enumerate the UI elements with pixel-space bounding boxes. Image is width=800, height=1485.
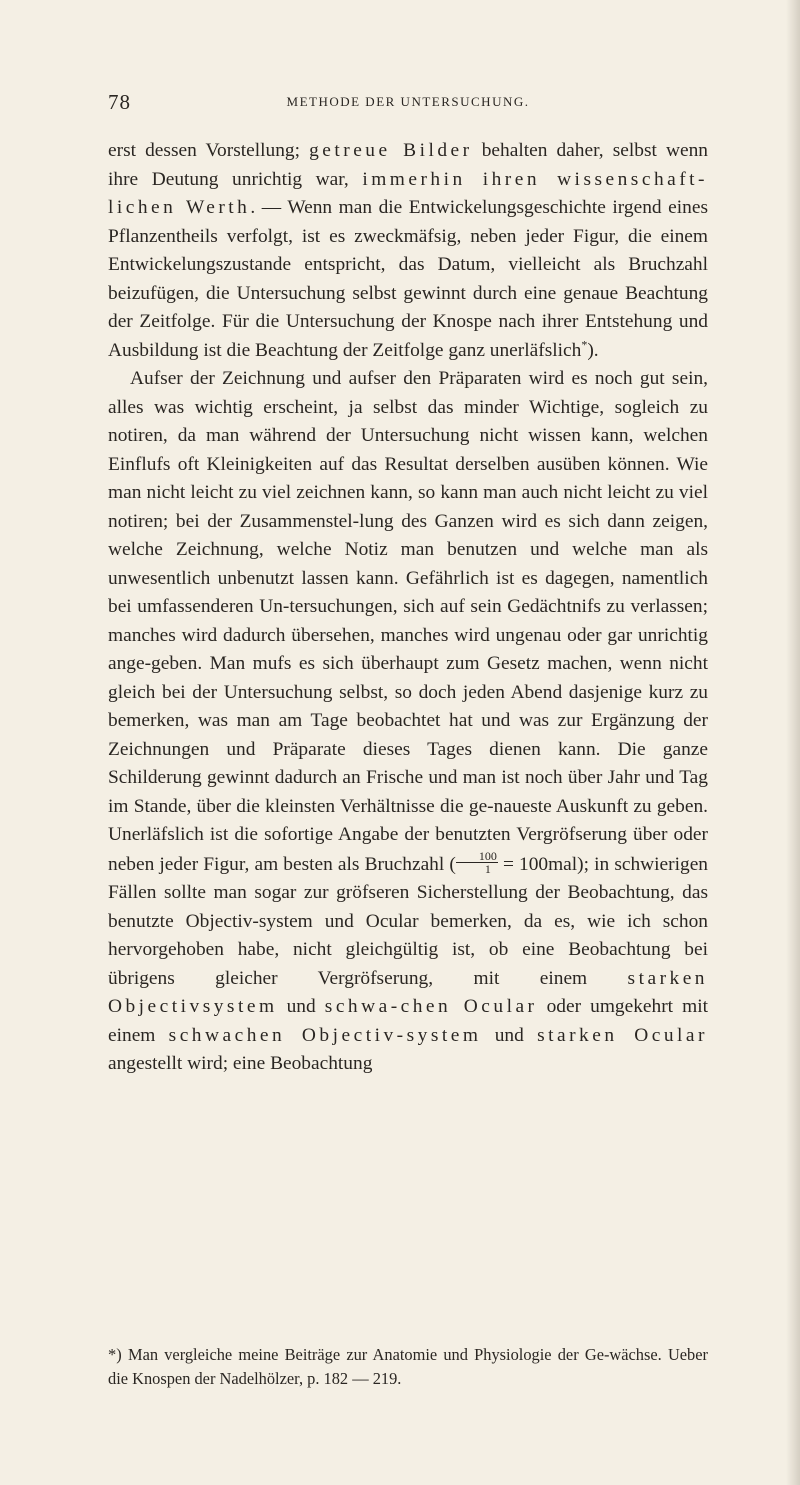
text-run: erst dessen Vorstellung; — [108, 140, 310, 161]
body-text — [108, 137, 708, 1079]
spaced-emphasis: starken Ocular — [537, 1024, 708, 1046]
text-run: ). — [587, 339, 599, 361]
spaced-emphasis: immerhin ihren wissenschaft-lichen Werth — [108, 168, 709, 218]
text-run: . — Wenn man die Entwickelungsgeschichte irgend eines Pflanzentheils verfolgt, ist es zweckmäfsig, neben jeder Figur, die einem Entwickelungszustande entspricht, das Datum, vielleicht als Bruchzahl beizufügen, die Untersuchung selbst gewinnt durch eine genaue Beachtung der Zeitfolge. Für die Untersuchung der Knospe nach ihrer Entstehung und Ausbildung ist die Beachtung der Zeitfolge ganz unerläfslich — [108, 197, 708, 361]
spaced-emphasis: schwachen Objectiv-system — [168, 1024, 482, 1046]
text-run: und — [481, 1024, 538, 1046]
page-header — [108, 90, 708, 116]
spaced-emphasis: schwa-chen Ocular — [324, 996, 538, 1017]
paragraph-2 — [108, 365, 708, 1079]
text-run: und — [277, 996, 325, 1017]
fraction — [456, 850, 498, 875]
footnote — [108, 1343, 708, 1391]
spaced-emphasis: getreue Bilder — [309, 140, 473, 161]
footnote-reference: * — [581, 337, 588, 352]
footnote-mark: *) — [108, 1345, 122, 1364]
page-number: 78 — [108, 90, 131, 114]
fraction-numerator: 100 — [456, 850, 498, 863]
text-run: = 100mal); in schwierigen Fällen sollte man sogar zur gröfseren Sicherstellung der Beobachtung, das benutzte Objectiv-system und Ocular bemerken, da es, wie ich schon hervorgehoben habe, nicht gleichgültig ist, ob eine Beobachtung bei übrigens gleicher Vergröfserung, mit einem — [108, 853, 709, 989]
text-run: behalten daher, selbst wenn ihre Deutung unrichtig war, — [108, 140, 708, 190]
page-edge-shadow — [786, 0, 800, 1485]
text-run: angestellt wird; eine Beobachtung — [108, 1053, 373, 1074]
footnote-text: Man vergleiche meine Beiträge zur Anatomie und Physiologie der Ge-wächse. Ueber die Knospen der Nadelhölzer, p. 182 — 219. — [108, 1345, 708, 1388]
running-head: METHODE DER UNTERSUCHUNG. — [286, 94, 530, 109]
fraction-denominator: 1 — [484, 861, 491, 876]
paragraph-1 — [108, 137, 708, 365]
text-run: oder umgekehrt mit einem — [108, 996, 708, 1046]
spaced-emphasis: starken Objectivsystem — [108, 967, 708, 1017]
text-run: Aufser der Zeichnung und aufser den Präparaten wird es noch gut sein, alles was wichtig erscheint, ja selbst das minder Wichtige, sogleich zu notiren, da man während der Untersuchung nicht wissen kann, welchen Einflufs oft Kleinigkeiten auf das Resultat derselben ausüben können. Wie man nicht leicht zu viel zeichnen kann, so kann man auch nicht leicht zu viel notiren; bei der Zusammenstel-lung des Ganzen wird es sich dann zeigen, welche Zeichnung, welche Notiz man benutzen und welche man als unwesentlich unbenutzt lassen kann. Gefährlich ist es dagegen, namentlich bei umfassenderen Un-tersuchungen, sich auf sein Gedächtnifs zu verlassen; manches wird dadurch übersehen, manches wird ungenau oder gar unrichtig ange-geben. Man mufs es sich überhaupt zum Gesetz machen, wenn nicht gleich bei der Untersuchung selbst, so doch jeden Abend dasjenige kurz zu bemerken, was man am Tage beobachtet hat und was zur Ergänzung der Zeichnungen und Präparate dieses Tages dienen kann. Die ganze Schilderung gewinnt dadurch an Frische und man ist noch über Jahr und Tag im Stande, über die kleinsten Verhältnisse die ge-naueste Auskunft zu geben. Unerläfslich ist die sofortige Angabe der benutzten Vergröfserung über oder neben jeder Figur, am besten als Bruchzahl ( — [108, 368, 708, 875]
